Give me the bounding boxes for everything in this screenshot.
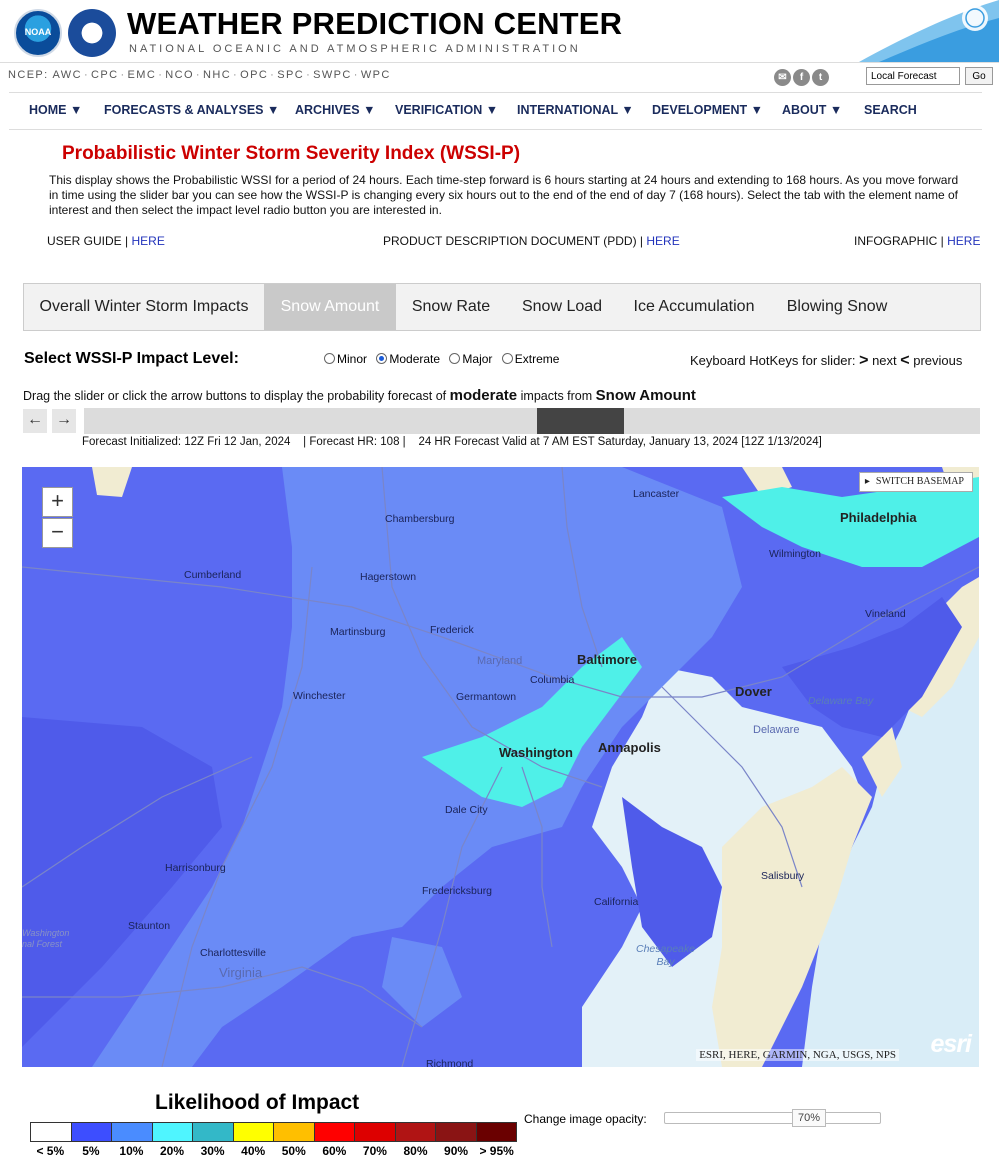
site-subtitle: NATIONAL OCEANIC AND ATMOSPHERIC ADMINISTRATION <box>129 43 581 55</box>
impact-level-radios <box>324 352 565 366</box>
ncep-separator: · <box>306 69 312 81</box>
legend-label: 5% <box>82 1144 100 1158</box>
legend-label: 30% <box>200 1144 225 1158</box>
legend-title: Likelihood of Impact <box>155 1091 360 1114</box>
radio-extreme-label: Extreme <box>514 352 560 366</box>
city-salisbury: Salisbury <box>761 870 805 882</box>
noaa-logo[interactable] <box>14 9 62 57</box>
user-guide-label: USER GUIDE <box>47 234 122 248</box>
opacity-handle[interactable]: 70% <box>792 1109 826 1127</box>
wssi-map[interactable] <box>22 467 979 1067</box>
pdd-label: PRODUCT DESCRIPTION DOCUMENT (PDD) <box>383 234 637 248</box>
prev-key-symbol: < <box>900 352 910 369</box>
city-philadelphia: Philadelphia <box>840 510 917 525</box>
twitter-icon[interactable]: t <box>812 69 829 86</box>
legend-label: 70% <box>362 1144 387 1158</box>
legend-label: 20% <box>160 1144 185 1158</box>
legend-swatch <box>396 1123 437 1141</box>
ncep-separator: · <box>233 69 239 81</box>
city-wilmington: Wilmington <box>769 548 821 560</box>
state-virginia: Virginia <box>219 965 263 980</box>
city-california: California <box>594 896 639 908</box>
city-baltimore: Baltimore <box>577 652 637 667</box>
legend-label: > 95% <box>479 1144 514 1158</box>
element-tabs <box>23 283 981 331</box>
legend-swatch <box>112 1123 153 1141</box>
legend-swatch <box>31 1123 72 1141</box>
city-chambersburg: Chambersburg <box>385 513 455 525</box>
city-richmond: Richmond <box>426 1058 474 1067</box>
nav-development[interactable]: DEVELOPMENT ▼ <box>652 103 763 117</box>
city-frederick: Frederick <box>430 624 474 636</box>
city-dale-city: Dale City <box>445 804 488 816</box>
ncep-bar <box>0 62 999 88</box>
state-delaware: Delaware <box>753 724 800 736</box>
city-fredericksburg: Fredericksburg <box>422 885 493 897</box>
radio-minor-dot[interactable] <box>324 353 335 364</box>
tab-ice-accumulation[interactable]: Ice Accumulation <box>633 298 755 315</box>
next-key-symbol: > <box>859 352 869 369</box>
ncep-label: NCEP: <box>8 69 53 81</box>
nav-home[interactable]: HOME ▼ <box>29 103 83 117</box>
ncep-separator: · <box>158 69 164 81</box>
water-washington-nf: Washington nal Forest <box>22 928 70 949</box>
radio-moderate-label: Moderate <box>389 352 441 366</box>
forecast-info <box>82 436 822 448</box>
ncep-separator: · <box>120 69 126 81</box>
tab-blowing-snow[interactable]: Blowing Snow <box>786 298 888 315</box>
slider-impacts-from: impacts from <box>520 389 593 403</box>
legend-label: 50% <box>281 1144 306 1158</box>
prev-key-label: previous <box>913 353 963 368</box>
map-credits: ESRI, HERE, GARMIN, NGA, USGS, NPS <box>696 1049 899 1061</box>
user-guide-link[interactable]: HERE <box>131 234 165 248</box>
nav-verification[interactable]: VERIFICATION ▼ <box>395 103 499 117</box>
tab-snow-amount[interactable]: Snow Amount <box>264 284 396 330</box>
legend-swatch <box>274 1123 315 1141</box>
legend-label: < 5% <box>36 1144 65 1158</box>
legend-swatch <box>153 1123 194 1141</box>
mail-icon[interactable]: ✉ <box>774 69 791 86</box>
city-dover: Dover <box>735 684 772 699</box>
city-lancaster: Lancaster <box>633 488 680 500</box>
slider-prev-button[interactable]: ← <box>23 409 47 433</box>
zoom-in-button[interactable]: + <box>42 487 73 517</box>
nav-forecasts-analyses[interactable]: FORECASTS & ANALYSES ▼ <box>104 103 280 117</box>
ncep-separator: · <box>270 69 276 81</box>
city-hagerstown: Hagerstown <box>360 571 417 583</box>
forecast-initialized: Forecast Initialized: 12Z Fri 12 Jan, 2024 <box>82 436 291 448</box>
site-title: WEATHER PREDICTION CENTER <box>127 6 623 41</box>
ncep-link-nhc[interactable]: NHC <box>203 69 232 81</box>
ncep-link-awc[interactable]: AWC <box>52 69 82 81</box>
ncep-link-cpc[interactable]: CPC <box>91 69 119 81</box>
slider-instructions <box>23 387 696 404</box>
legend-swatch <box>193 1123 234 1141</box>
infographic-label: INFOGRAPHIC <box>854 234 938 248</box>
legend-label: 10% <box>119 1144 144 1158</box>
city-washington: Washington <box>499 745 573 760</box>
city-columbia: Columbia <box>530 674 575 686</box>
city-cumberland: Cumberland <box>184 569 242 581</box>
radio-major[interactable] <box>449 352 492 366</box>
tab-snow-rate[interactable]: Snow Rate <box>411 298 491 315</box>
radio-major-dot[interactable] <box>449 353 460 364</box>
tab-overall-winter-storm-impacts[interactable]: Overall Winter Storm Impacts <box>39 298 249 315</box>
ncep-separator: · <box>83 69 90 81</box>
corner-swoosh <box>859 0 999 62</box>
local-forecast-input[interactable] <box>866 67 960 85</box>
legend-swatch <box>477 1123 517 1141</box>
legend-swatch <box>355 1123 396 1141</box>
ncep-link-nco[interactable]: NCO <box>165 69 194 81</box>
city-harrisonburg: Harrisonburg <box>165 862 226 874</box>
infographic-link-group <box>854 234 980 248</box>
legend-label: 60% <box>322 1144 347 1158</box>
radio-extreme-dot[interactable] <box>502 353 513 364</box>
main-nav <box>9 92 982 130</box>
legend-swatch <box>234 1123 275 1141</box>
radio-major-label: Major <box>462 352 493 366</box>
city-staunton: Staunton <box>128 920 171 932</box>
next-key-label: next <box>872 353 897 368</box>
water-delaware-bay: Delaware Bay <box>808 695 874 707</box>
slider-instructions-text: Drag the slider or click the arrow buttons to display the probability forecast of <box>23 389 447 403</box>
city-winchester: Winchester <box>293 690 346 702</box>
user-guide-separator: | <box>121 234 132 248</box>
ncep-separator: · <box>353 69 359 81</box>
legend-label: 80% <box>403 1144 428 1158</box>
radio-extreme[interactable] <box>502 352 560 366</box>
page-description: This display shows the Probabilistic WSSI for a period of 24 hours. Each time-step forward is 6 hours starting at 24 hours and extending to 168 hours. As you move forward in time using the slider bar you can see how the WSSI-P is changing every six hours out to the end of the end of day 7 (168 hours). Select the tab with the element name of interest and then select the impact level radio button you are interested in. <box>49 173 959 217</box>
city-vineland: Vineland <box>865 608 906 620</box>
nav-search[interactable]: SEARCH <box>864 103 917 117</box>
nav-archives[interactable]: ARCHIVES ▼ <box>295 103 376 117</box>
map-layer <box>22 467 979 1067</box>
nws-logo[interactable] <box>68 9 116 57</box>
radio-moderate[interactable] <box>376 352 440 366</box>
radio-minor-label: Minor <box>337 352 368 366</box>
user-guide-link-group <box>47 234 165 248</box>
pdd-link[interactable]: HERE <box>646 234 680 248</box>
legend-swatch <box>436 1123 477 1141</box>
local-forecast-go-button[interactable]: Go <box>965 67 993 85</box>
hotkeys-hint <box>690 352 962 370</box>
infographic-separator: | <box>937 234 948 248</box>
opacity-slider[interactable] <box>664 1112 881 1124</box>
city-germantown: Germantown <box>456 691 517 703</box>
pdd-separator: | <box>636 234 647 248</box>
social-links <box>774 67 831 87</box>
forecast-hour: | Forecast HR: 108 | <box>303 436 406 448</box>
slider-next-button[interactable]: → <box>52 409 76 433</box>
pdd-link-group <box>383 234 680 248</box>
ncep-link-swpc[interactable]: SWPC <box>313 69 352 81</box>
legend-label: 90% <box>444 1144 469 1158</box>
radio-minor[interactable] <box>324 352 367 366</box>
likelihood-legend-labels <box>30 1144 517 1158</box>
tab-snow-load[interactable]: Snow Load <box>521 298 603 315</box>
ncep-link-opc[interactable]: OPC <box>240 69 269 81</box>
switch-basemap-button[interactable]: ▸ SWITCH BASEMAP <box>859 472 973 492</box>
city-annapolis: Annapolis <box>598 740 661 755</box>
ncep-links <box>8 69 391 81</box>
forecast-valid: 24 HR Forecast Valid at 7 AM EST Saturday, January 13, 2024 [12Z 1/13/2024] <box>418 436 822 448</box>
forecast-time-slider[interactable] <box>84 408 980 434</box>
slider-thumb[interactable] <box>537 408 624 434</box>
city-charlottesville: Charlottesville <box>200 947 266 959</box>
radio-moderate-dot[interactable] <box>376 353 387 364</box>
state-maryland: Maryland <box>477 655 523 667</box>
esri-logo: esri <box>930 1030 971 1058</box>
noaa-logo-text: NOAA <box>24 27 52 37</box>
page-title: Probabilistic Winter Storm Severity Index (WSSI-P) <box>62 143 521 164</box>
water-chesapeake-bay: Chesapeake Bay <box>636 943 695 968</box>
ncep-separator: · <box>195 69 201 81</box>
hotkeys-prefix: Keyboard HotKeys for slider: <box>690 353 856 368</box>
slider-element: Snow Amount <box>595 387 696 404</box>
slider-impact-level: moderate <box>449 387 518 404</box>
likelihood-legend <box>30 1122 517 1142</box>
opacity-label: Change image opacity: <box>524 1112 647 1126</box>
ncep-link-spc[interactable]: SPC <box>277 69 305 81</box>
impact-level-label: Select WSSI-P Impact Level: <box>24 350 239 367</box>
zoom-out-button[interactable]: − <box>42 518 73 548</box>
nav-about[interactable]: ABOUT ▼ <box>782 103 843 117</box>
site-header <box>0 0 999 62</box>
infographic-link[interactable]: HERE <box>947 234 981 248</box>
legend-swatch <box>315 1123 356 1141</box>
nav-international[interactable]: INTERNATIONAL ▼ <box>517 103 634 117</box>
ncep-link-emc[interactable]: EMC <box>127 69 157 81</box>
facebook-icon[interactable]: f <box>793 69 810 86</box>
ncep-link-wpc[interactable]: WPC <box>360 69 391 81</box>
legend-label: 40% <box>241 1144 266 1158</box>
city-martinsburg: Martinsburg <box>330 626 386 638</box>
legend-swatch <box>72 1123 113 1141</box>
